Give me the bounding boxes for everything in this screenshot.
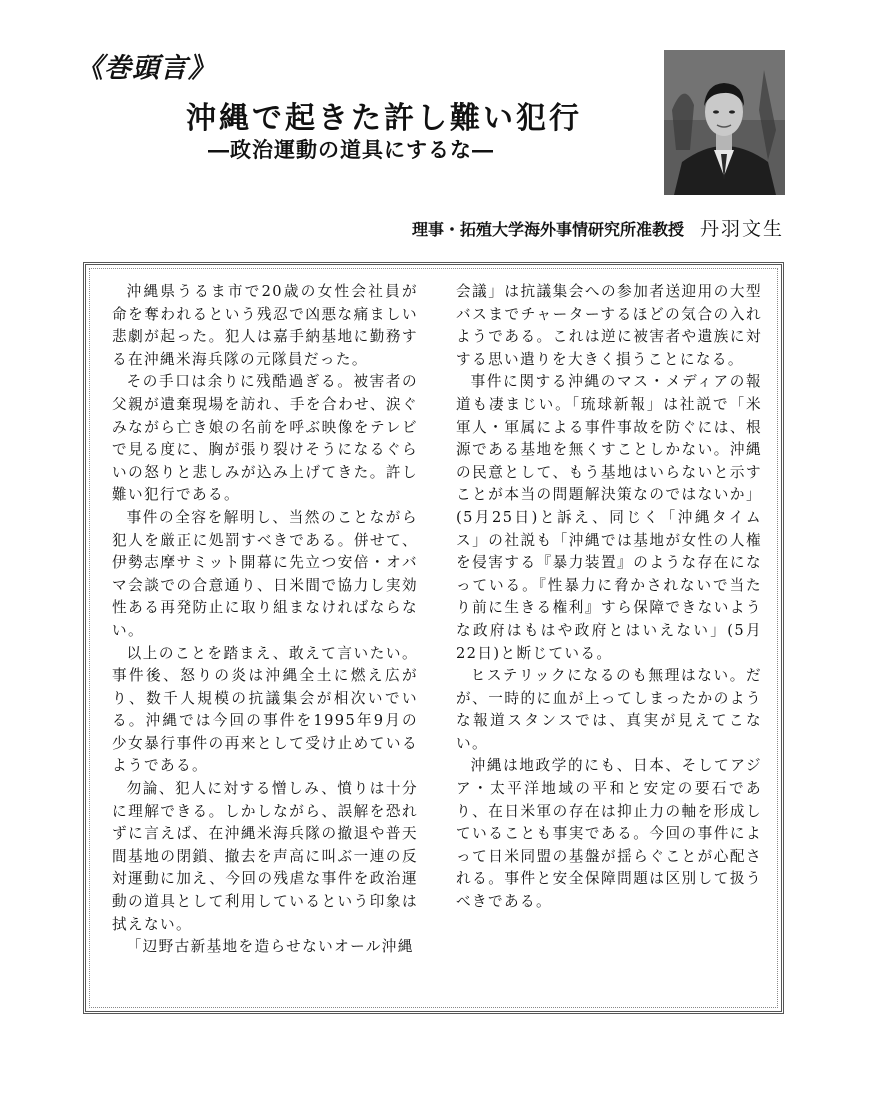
author-name: 丹羽文生 [699,218,784,240]
paragraph: 以上のことを踏まえ、敢えて言いたい。事件後、怒りの炎は沖縄全土に燃え広がり、数千人規模の抗議集会が相次いでいる。沖縄では今回の事件を1995年9月の少女暴行事件の再来として受け止めているようである。 [112,644,418,775]
author-portrait-icon [664,50,785,195]
article-title: 沖縄で起きた許し難い犯行 [186,101,582,136]
paragraph: 沖縄県うるま市で20歳の女性会社員が命を奪われるという残忍で凶悪な痛ましい悲劇が起った。犯人は嘉手納基地に勤務する在沖縄米海兵隊の元隊員だった。 [112,283,418,368]
article-subtitle: ―政治運動の道具にするな― [208,137,494,162]
paragraph: ヒステリックになるのも無理はない。だが、一時的に血が上ってしまったかのような報道スタンスでは、真実が見えてこない。 [456,667,762,752]
article-column-left [112,281,418,1001]
paragraph: 事件に関する沖縄のマス・メディアの報道も凄まじい。「琉球新報」は社説で「米軍人・軍属による事件事故を防ぐには、根源である基地を無くすことしかない。沖縄の民意として、もう基地はいらないと示すことが本当の問題解決策なのではないか」(5月25日)と訴え、同じく「沖縄タイムス」の社説も「沖縄では基地が女性の人権を侵害する『暴力装置』のような存在になっている。『性暴力に脅かされないで当たり前に生きる権利』すら保障できないような政府はもはや政府とはいえない」(5月22日)と断じている。 [456,373,762,662]
article-column-right [456,281,762,981]
paragraph: その手口は余りに残酷過ぎる。被害者の父親が遺棄現場を訪れ、手を合わせ、涙ぐみながら亡き娘の名前を呼ぶ映像をテレビで見る度に、胸が張り裂けそうになるぐらいの怒りと悲しみが込み上げてきた。許し難い犯行である。 [112,373,418,504]
author-affiliation: 理事・拓殖大学海外事情研究所准教授 [411,220,684,239]
byline [412,214,784,241]
paragraph: 「辺野古新基地を造らせないオール沖縄 [126,938,414,956]
paragraph-continuation: 会議」は抗議集会への参加者送迎用の大型バスまでチャーターするほどの気合の入れようである。これは逆に被害者や遺族に対する思い遣りを大きく損うことになる。 [456,283,762,368]
author-photo [664,50,785,195]
section-label: 《巻頭言》 [76,53,216,84]
paragraph: 沖縄は地政学的にも、日本、そしてアジア・太平洋地域の平和と安定の要石であり、在日米軍の存在は抑止力の軸を形成していることも事実である。今回の事件によって日米同盟の基盤が揺らぐことが心配される。事件と安全保障問題は区別して扱うべきである。 [456,757,762,911]
paragraph: 事件の全容を解明し、当然のことながら犯人を厳正に処罰すべきである。併せて、伊勢志摩サミット開幕に先立つ安倍・オバマ会談での合意通り、日米間で協力し実効性ある再発防止に取り組まなければならない。 [112,508,418,639]
paragraph: 勿論、犯人に対する憎しみ、憤りは十分に理解できる。しかしながら、誤解を恐れずに言えば、在沖縄米海兵隊の撤退や普天間基地の閉鎖、撤去を声高に叫ぶ一連の反対運動に加え、今回の残虐な事件を政治運動の道具として利用しているという印象は拭えない。 [112,780,418,933]
